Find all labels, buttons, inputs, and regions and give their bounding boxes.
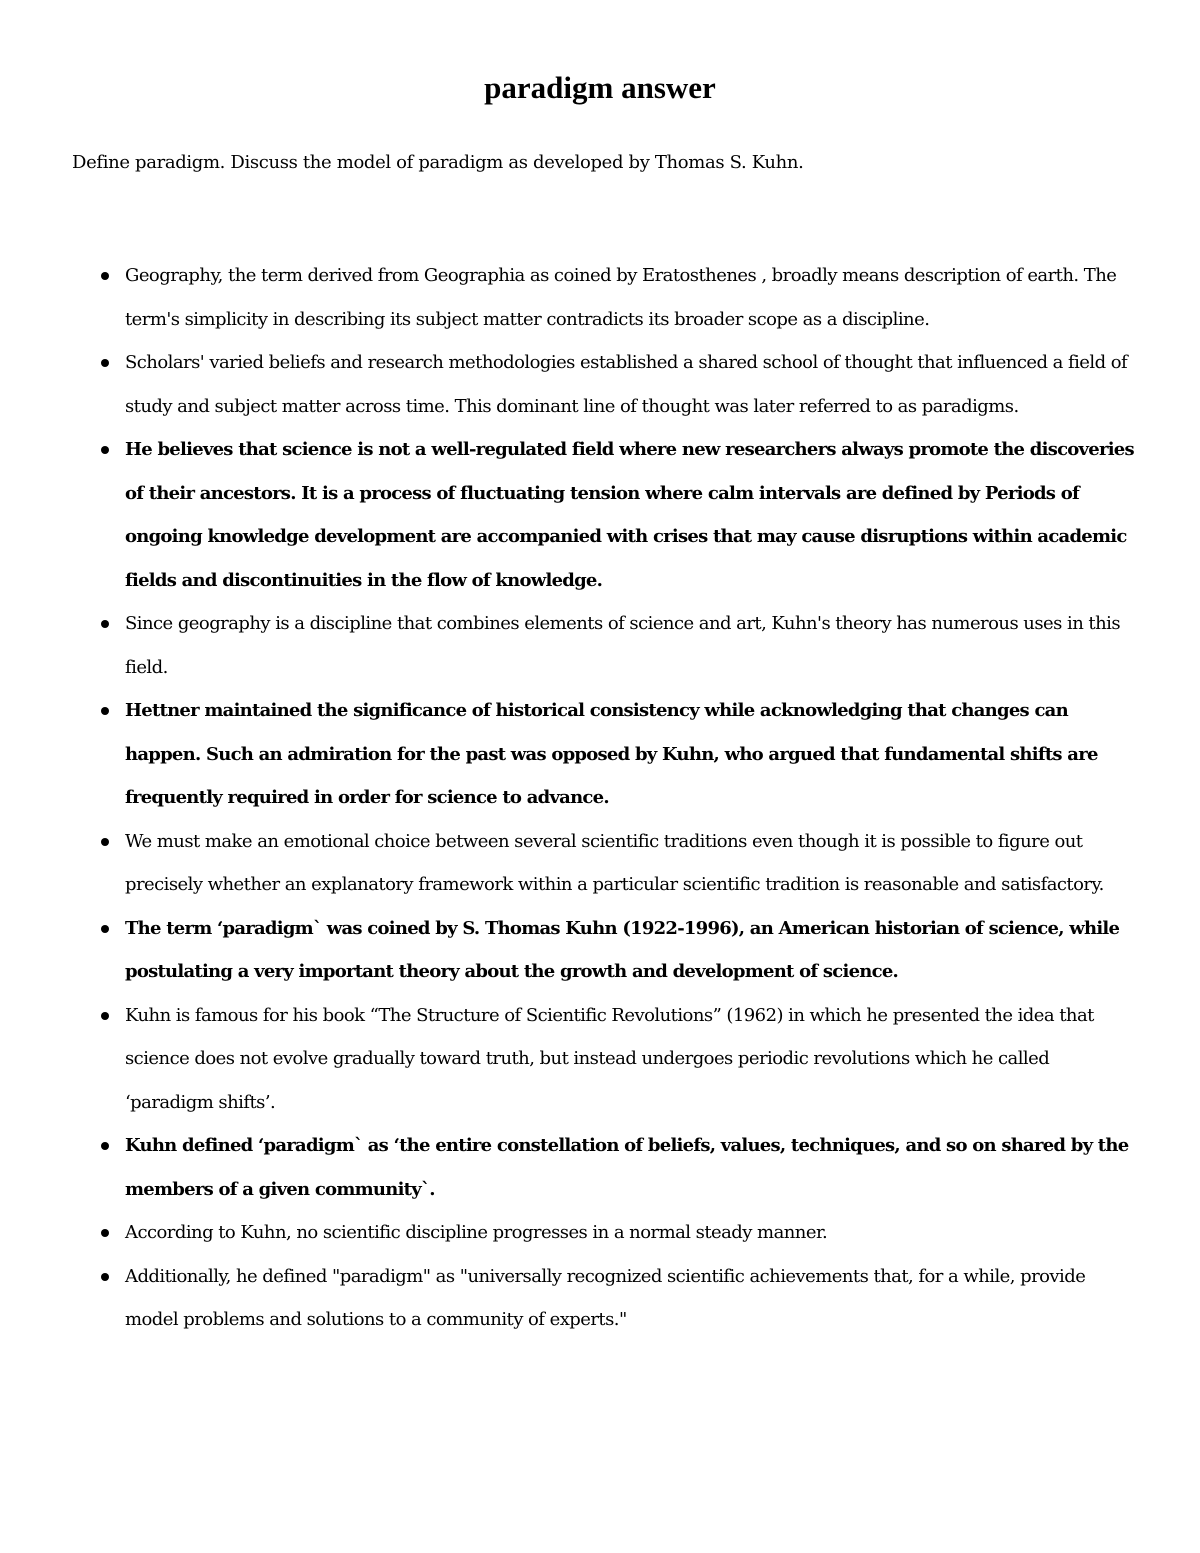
bullet-icon: [101, 446, 109, 454]
bullet-icon: [101, 707, 109, 715]
list-item: [0, 1211, 1200, 1255]
page-title: paradigm answer: [484, 70, 716, 105]
list-item: [0, 602, 1200, 689]
bullet-text: Since geography is a discipline that combines elements of science and art, Kuhn's theory has numerous uses in this field.: [125, 613, 1121, 678]
list-item: [0, 341, 1200, 428]
list-item: [0, 1255, 1200, 1342]
list-item: [0, 428, 1200, 602]
list-item: [0, 994, 1200, 1125]
question-text: Define paradigm. Discuss the model of paradigm as developed by Thomas S. Kuhn.: [72, 152, 804, 173]
bullet-icon: [101, 925, 109, 933]
bullet-text: Geography, the term derived from Geographia as coined by Eratosthenes , broadly means description of earth. The term's simplicity in describing its subject matter contradicts its broader scope as a discipline.: [125, 265, 1117, 330]
bullet-text: Kuhn defined ‘paradigm` as ‘the entire constellation of beliefs, values, techniques, and so on shared by the members of a given community`.: [125, 1135, 1129, 1200]
bullet-text: The term ‘paradigm` was coined by S. Thomas Kuhn (1922-1996), an American historian of science, while postulating a very important theory about the growth and development of science.: [125, 917, 1120, 982]
bullet-text: Hettner maintained the significance of historical consistency while acknowledging that changes can happen. Such an admiration for the past was opposed by Kuhn, who argued that fundamental shifts are frequently required in order for science to advance.: [125, 700, 1098, 808]
list-item: [0, 254, 1200, 341]
bullet-text: He believes that science is not a well-regulated field where new researchers always promote the discoveries of their ancestors. It is a process of fluctuating tension where calm intervals are defined by Periods of ongoing knowledge development are accompanied with crises that may cause disruptions within academic fields and discontinuities in the flow of knowledge.: [125, 439, 1134, 591]
list-item: [0, 689, 1200, 820]
bullet-text: Additionally, he defined "paradigm" as "universally recognized scientific achievements that, for a while, provide model problems and solutions to a community of experts.": [125, 1265, 1086, 1330]
bullet-icon: [101, 1273, 109, 1281]
bullet-icon: [101, 838, 109, 846]
list-item: [0, 820, 1200, 907]
bullet-list: [0, 254, 1200, 1342]
bullet-icon: [101, 1229, 109, 1237]
bullet-icon: [101, 1012, 109, 1020]
bullet-text: Kuhn is famous for his book “The Structure of Scientific Revolutions” (1962) in which he presented the idea that science does not evolve gradually toward truth, but instead undergoes periodic revolutions which he called ‘paradigm shifts’.: [125, 1004, 1094, 1113]
bullet-icon: [101, 272, 109, 280]
list-item: [0, 907, 1200, 994]
bullet-icon: [101, 1142, 109, 1150]
bullet-text: We must make an emotional choice between several scientific traditions even though it is possible to figure out precisely whether an explanatory framework within a particular scientific tradition is reasonable and satisfactory.: [125, 830, 1104, 895]
bullet-text: Scholars' varied beliefs and research methodologies established a shared school of thought that influenced a field of study and subject matter across time. This dominant line of thought was later referred to as paradigms.: [125, 352, 1128, 417]
bullet-icon: [101, 620, 109, 628]
bullet-icon: [101, 359, 109, 367]
bullet-text: According to Kuhn, no scientific discipline progresses in a normal steady manner.: [125, 1222, 828, 1243]
list-item: [0, 1124, 1200, 1211]
